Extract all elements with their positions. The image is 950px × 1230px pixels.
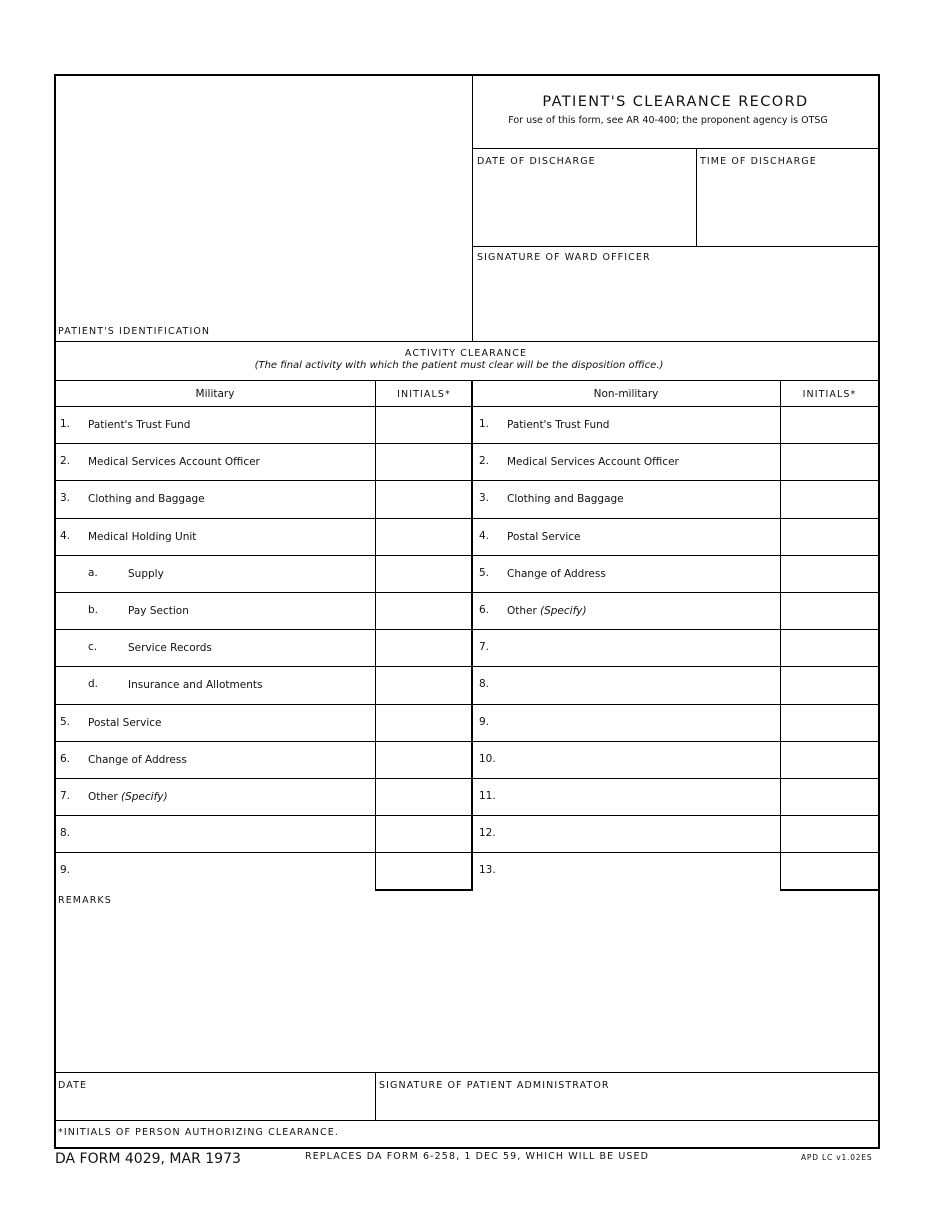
initials-field[interactable] (781, 481, 876, 518)
row-number: 8. (60, 827, 71, 839)
clearance-row (473, 518, 779, 555)
initials-field[interactable] (376, 705, 471, 741)
row-number: 2. (479, 455, 490, 467)
row-number: 9. (60, 864, 71, 876)
initials-field[interactable] (781, 407, 876, 443)
form-number: DA FORM 4029, MAR 1973 (55, 1151, 241, 1167)
clearance-row (473, 629, 779, 666)
clearance-row (473, 852, 779, 890)
form-usage-note: For use of this form, see AR 40-400; the proponent agency is OTSG (508, 115, 828, 126)
date-of-discharge-field[interactable] (474, 170, 694, 244)
clearance-row (56, 518, 374, 555)
clearance-row (56, 778, 374, 815)
row-activity-label: Service Records (128, 642, 212, 654)
initials-field[interactable] (781, 667, 876, 704)
row-number: 6. (60, 753, 71, 765)
row-number: 8. (479, 678, 490, 690)
initials-field[interactable] (781, 556, 876, 592)
initials-field[interactable] (376, 630, 471, 666)
time-of-discharge-label: TIME OF DISCHARGE (700, 156, 817, 167)
row-activity-label: Pay Section (128, 605, 189, 617)
clearance-row (473, 778, 779, 815)
clearance-row (56, 406, 374, 443)
row-number: 2. (60, 455, 71, 467)
nonmilitary-initials-header: INITIALS* (802, 389, 857, 400)
initials-field[interactable] (781, 444, 876, 480)
row-number: 3. (60, 492, 71, 504)
initials-field[interactable] (376, 407, 471, 443)
row-activity-label: Postal Service (88, 717, 162, 729)
version-label: APD LC v1.02ES (801, 1153, 873, 1162)
initials-field[interactable] (781, 853, 876, 890)
row-number: 4. (479, 530, 490, 542)
row-number: 11. (479, 790, 496, 802)
row-activity-label: Other (88, 791, 118, 803)
initials-field[interactable] (376, 779, 471, 815)
row-activity-label: Change of Address (88, 754, 187, 766)
row-activity-label: Clothing and Baggage (507, 493, 624, 505)
clearance-row (56, 592, 374, 629)
row-number: 12. (479, 827, 496, 839)
replaces-note: REPLACES DA FORM 6-258, 1 DEC 59, WHICH WILL BE USED (305, 1151, 650, 1162)
signature-ward-officer-label: SIGNATURE OF WARD OFFICER (477, 252, 651, 263)
row-number: 5. (479, 567, 490, 579)
initials-field[interactable] (781, 816, 876, 852)
row-activity-label: Medical Holding Unit (88, 531, 197, 543)
patient-identification-field[interactable] (56, 76, 472, 341)
row-number: 7. (60, 790, 71, 802)
row-number: a. (88, 567, 98, 579)
patient-identification-label: PATIENT'S IDENTIFICATION (58, 326, 211, 337)
row-number: 9. (479, 716, 490, 728)
initials-field[interactable] (376, 742, 471, 778)
clearance-row (473, 480, 779, 518)
row-activity-label: Change of Address (507, 568, 606, 580)
clearance-row (56, 629, 374, 666)
row-activity-label: Medical Services Account Officer (88, 456, 260, 468)
form-title: PATIENT'S CLEARANCE RECORD (542, 94, 809, 110)
clearance-row (56, 555, 374, 592)
row-specify-label: (Specify) (540, 605, 587, 617)
initials-field[interactable] (376, 853, 471, 890)
nonmilitary-column-header: Non-military (593, 388, 659, 400)
row-number: d. (88, 678, 99, 690)
initials-field[interactable] (376, 816, 471, 852)
clearance-row (473, 443, 779, 480)
clearance-row (473, 741, 779, 778)
signature-admin-field[interactable] (377, 1094, 876, 1119)
initials-field[interactable] (376, 667, 471, 704)
activity-clearance-note: (The final activity with which the patient must clear will be the disposition office.) (254, 360, 664, 371)
initials-field[interactable] (781, 630, 876, 666)
clearance-row (473, 704, 779, 741)
row-activity-label: Insurance and Allotments (128, 679, 263, 691)
initials-footnote: *INITIALS OF PERSON AUTHORIZING CLEARANCE. (58, 1127, 340, 1138)
row-number: 6. (479, 604, 490, 616)
clearance-row (473, 406, 779, 443)
clearance-row (56, 443, 374, 480)
time-of-discharge-field[interactable] (698, 170, 876, 244)
clearance-row (56, 815, 374, 852)
row-number: 3. (479, 492, 490, 504)
initials-field[interactable] (781, 705, 876, 741)
row-number: 7. (479, 641, 490, 653)
row-activity-label: Other (507, 605, 537, 617)
initials-field[interactable] (376, 444, 471, 480)
clearance-row (473, 666, 779, 704)
initials-field[interactable] (781, 779, 876, 815)
clearance-row (56, 852, 374, 890)
row-number: 13. (479, 864, 496, 876)
clearance-row (56, 741, 374, 778)
clearance-row (56, 704, 374, 741)
row-number: 4. (60, 530, 71, 542)
row-number: 10. (479, 753, 496, 765)
military-initials-header: INITIALS* (397, 389, 451, 400)
row-number: 1. (479, 418, 490, 430)
military-column-header: Military (195, 388, 235, 400)
clearance-row (473, 592, 779, 629)
clearance-row (56, 480, 374, 518)
row-number: b. (88, 604, 99, 616)
row-activity-label: Postal Service (507, 531, 581, 543)
row-number: c. (88, 641, 98, 653)
clearance-row (473, 815, 779, 852)
row-number: 5. (60, 716, 71, 728)
row-activity-label: Patient's Trust Fund (507, 419, 610, 431)
row-activity-label: Patient's Trust Fund (88, 419, 191, 431)
remarks-field[interactable] (56, 910, 876, 1070)
row-activity-label: Supply (128, 568, 164, 580)
row-number: 1. (60, 418, 71, 430)
date-of-discharge-label: DATE OF DISCHARGE (477, 156, 596, 167)
initials-field[interactable] (781, 519, 876, 555)
initials-field[interactable] (376, 481, 471, 518)
initials-field[interactable] (376, 556, 471, 592)
row-activity-label: Clothing and Baggage (88, 493, 205, 505)
signature-ward-officer-field[interactable] (474, 266, 876, 340)
clearance-row (56, 666, 374, 704)
row-specify-label: (Specify) (121, 791, 168, 803)
activity-clearance-heading: ACTIVITY CLEARANCE (404, 348, 528, 359)
remarks-label: REMARKS (58, 895, 112, 906)
signature-admin-label: SIGNATURE OF PATIENT ADMINISTRATOR (379, 1080, 610, 1091)
date-label: DATE (58, 1080, 88, 1091)
initials-field[interactable] (781, 742, 876, 778)
initials-field[interactable] (376, 593, 471, 629)
date-field[interactable] (56, 1094, 374, 1119)
initials-field[interactable] (376, 519, 471, 555)
initials-field[interactable] (781, 593, 876, 629)
clearance-row (473, 555, 779, 592)
row-activity-label: Medical Services Account Officer (507, 456, 679, 468)
